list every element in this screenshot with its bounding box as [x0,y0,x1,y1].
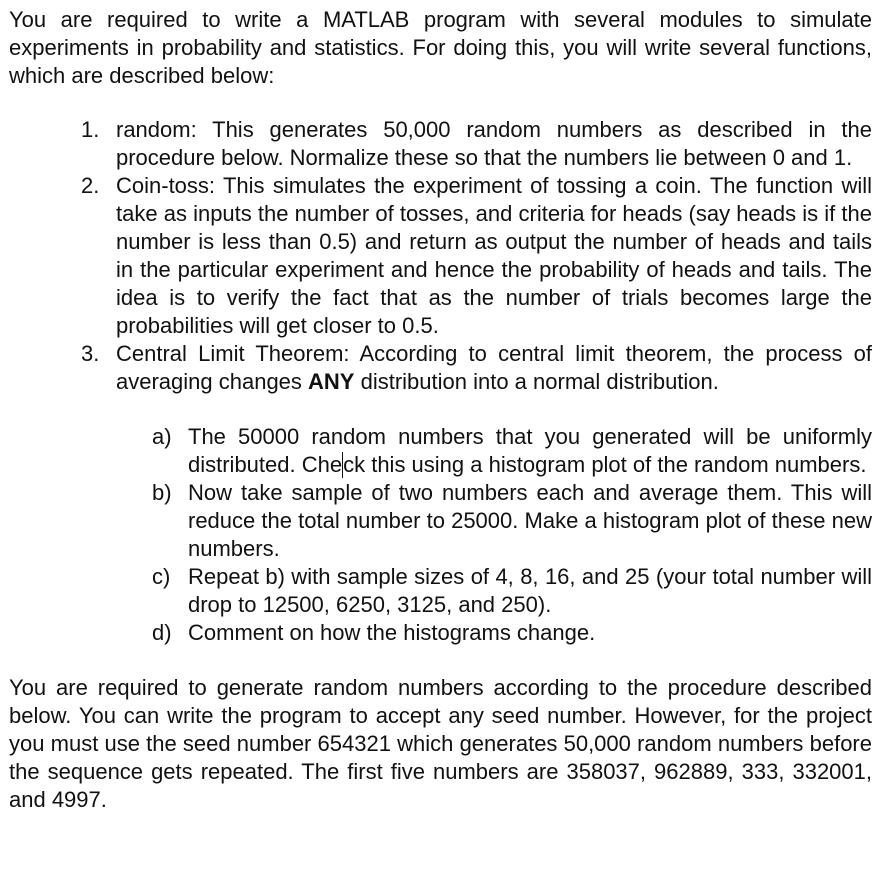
intro-paragraph: You are required to write a MATLAB program with several modules to simulate experiments in probability and statistics. For doing this, you will write several functions, which are described below: [9,7,872,88]
subitem-text-tail: ck this using a histogram plot of the random numbers. [343,452,867,477]
subitem-text: The 50000 random numbers that you generated will be uniformly distributed. Che [188,424,872,477]
list-item-text-tail: distribution into a normal distribution. [354,369,719,394]
list-item-random [81,116,872,172]
subitem-letter: c) [152,564,171,589]
subitem-c [152,563,872,619]
list-number: 3. [81,341,100,366]
list-item-central-limit-theorem [81,340,872,396]
subitem-letter: b) [152,480,172,505]
subitem-text: Now take sample of two numbers each and average them. This will reduce the total number to 25000. Make a histogram plot of these new numbers. [188,480,872,561]
list-number: 2. [81,173,100,198]
subitem-letter: d) [152,620,172,645]
subitem-letter: a) [152,424,172,449]
spacer [9,90,872,116]
clt-subtask-list [9,423,872,647]
list-item-text: random: This generates 50,000 random numbers as described in the procedure below. Normalize these so that the numbers lie between 0 and 1. [116,117,872,170]
subitem-b [152,479,872,563]
subitem-text: Repeat b) with sample sizes of 4, 8, 16, and 25 (your total number will drop to 12500, 6250, 3125, and 250). [188,564,872,617]
closing-paragraph: You are required to generate random numbers according to the procedure described below. You can write the program to accept any seed number. However, for the project you must use the seed number 654321 which generates 50,000 random numbers before the sequence gets repeated. The first five numbers are 358037, 962889, 333, 332001, and 4997. [9,675,872,812]
module-list [9,116,872,396]
emphasis-any: ANY [308,369,355,394]
list-item-text: Coin-toss: This simulates the experiment of tossing a coin. The function will take as inputs the number of tosses, and criteria for heads (say heads is if the number is less than 0.5) and return as output the number of heads and tails in the particular experiment and hence the probability of heads and tails. The idea is to verify the fact that as the number of trials becomes large the probabilities will get closer to 0.5. [116,173,872,338]
subitem-d [152,619,872,647]
list-item-coin-toss [81,172,872,340]
spacer [9,396,872,423]
subitem-a [152,423,872,479]
list-number: 1. [81,117,100,142]
subitem-text: Comment on how the histograms change. [188,620,596,645]
spacer [9,647,872,674]
list-item-text: Central Limit Theorem: According to central limit theorem, the process of averaging changes [116,341,872,394]
